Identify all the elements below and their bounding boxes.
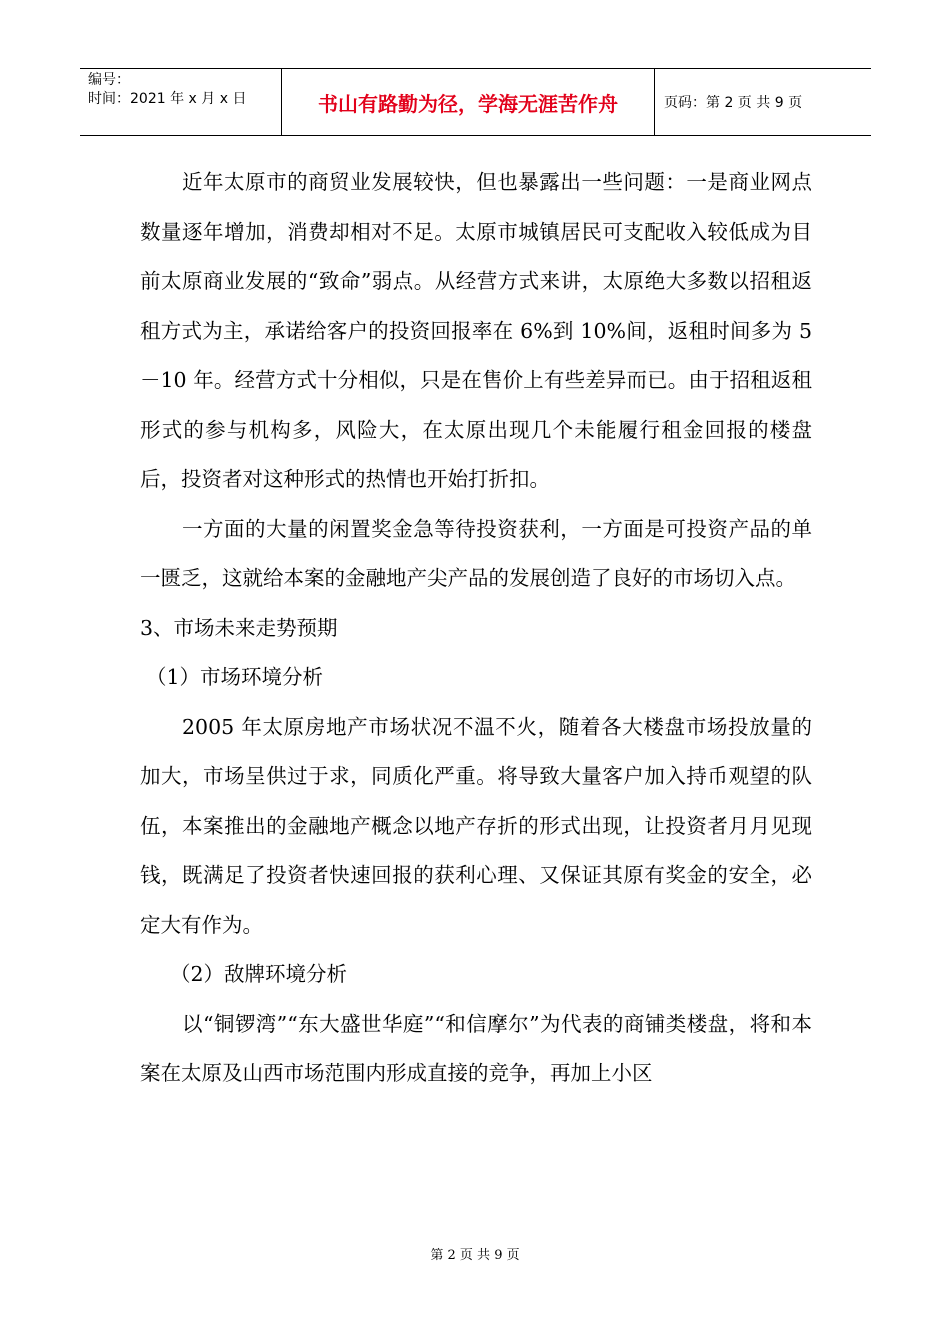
paragraph-market-environment: 2005 年太原房地产市场状况不温不火，随着各大楼盘市场投放量的加大，市场呈供过于求，同质化严重。将导致大量客户加入持币观望的队伍，本案推出的金融地产概念以地产存折的形式出现，让投资者月月见现钱，既满足了投资者快速回报的获利心理、又保证其原有奖金的安全，必定大有作为。 xyxy=(140,714,812,937)
document-number-label: 编号： xyxy=(88,72,130,88)
paragraph-business-development: 近年太原市的商贸业发展较快，但也暴露出一些问题：一是商业网点数量逐年增加，消费却相对不足。太原市城镇居民可支配收入较低成为目前太原商业发展的“致命”弱点。从经营方式来讲，太原绝大多数以招租返租方式为主，承诺给客户的投资回报率在 6%到 10%间，返租时间多为 5－10 年。经营方式十分相似，只是在售价上有些差异而已。由于招租返租形式的参与机构多，风险大，在太原出现几个未能履行租金回报的楼盘后，投资者对这种形式的热情也开始打折扣。 xyxy=(140,170,812,491)
document-body xyxy=(140,158,812,1099)
subsection-heading-market-environment: （1）市场环境分析 xyxy=(146,665,324,689)
paragraph-competitor-analysis: 以“铜锣湾”“东大盛世华庭”“和信摩尔”为代表的商铺类楼盘，将和本案在太原及山西市场范围内形成直接的竞争，再加上小区 xyxy=(140,1011,812,1085)
section-heading-market-trend: 3、市场未来走势预期 xyxy=(140,615,338,640)
page-footer: 第 2 页 共 9 页 xyxy=(430,1248,520,1263)
paragraph-investment-opportunity: 一方面的大量的闲置奖金急等待投资获利，一方面是可投资产品的单一匮乏，这就给本案的金融地产尖产品的发展创造了良好的市场切入点。 xyxy=(140,516,812,590)
header-motto: 书山有路勤为径，学海无涯苦作舟 xyxy=(282,69,655,135)
document-date-label: 时间：2021 年 x 月 x 日 xyxy=(88,91,247,107)
header-page-number: 页码：第 2 页 共 9 页 xyxy=(664,95,803,111)
subsection-heading-competitor-analysis: （2）敌牌环境分析 xyxy=(170,962,348,986)
document-header xyxy=(80,68,871,136)
header-info-cell xyxy=(80,69,282,135)
